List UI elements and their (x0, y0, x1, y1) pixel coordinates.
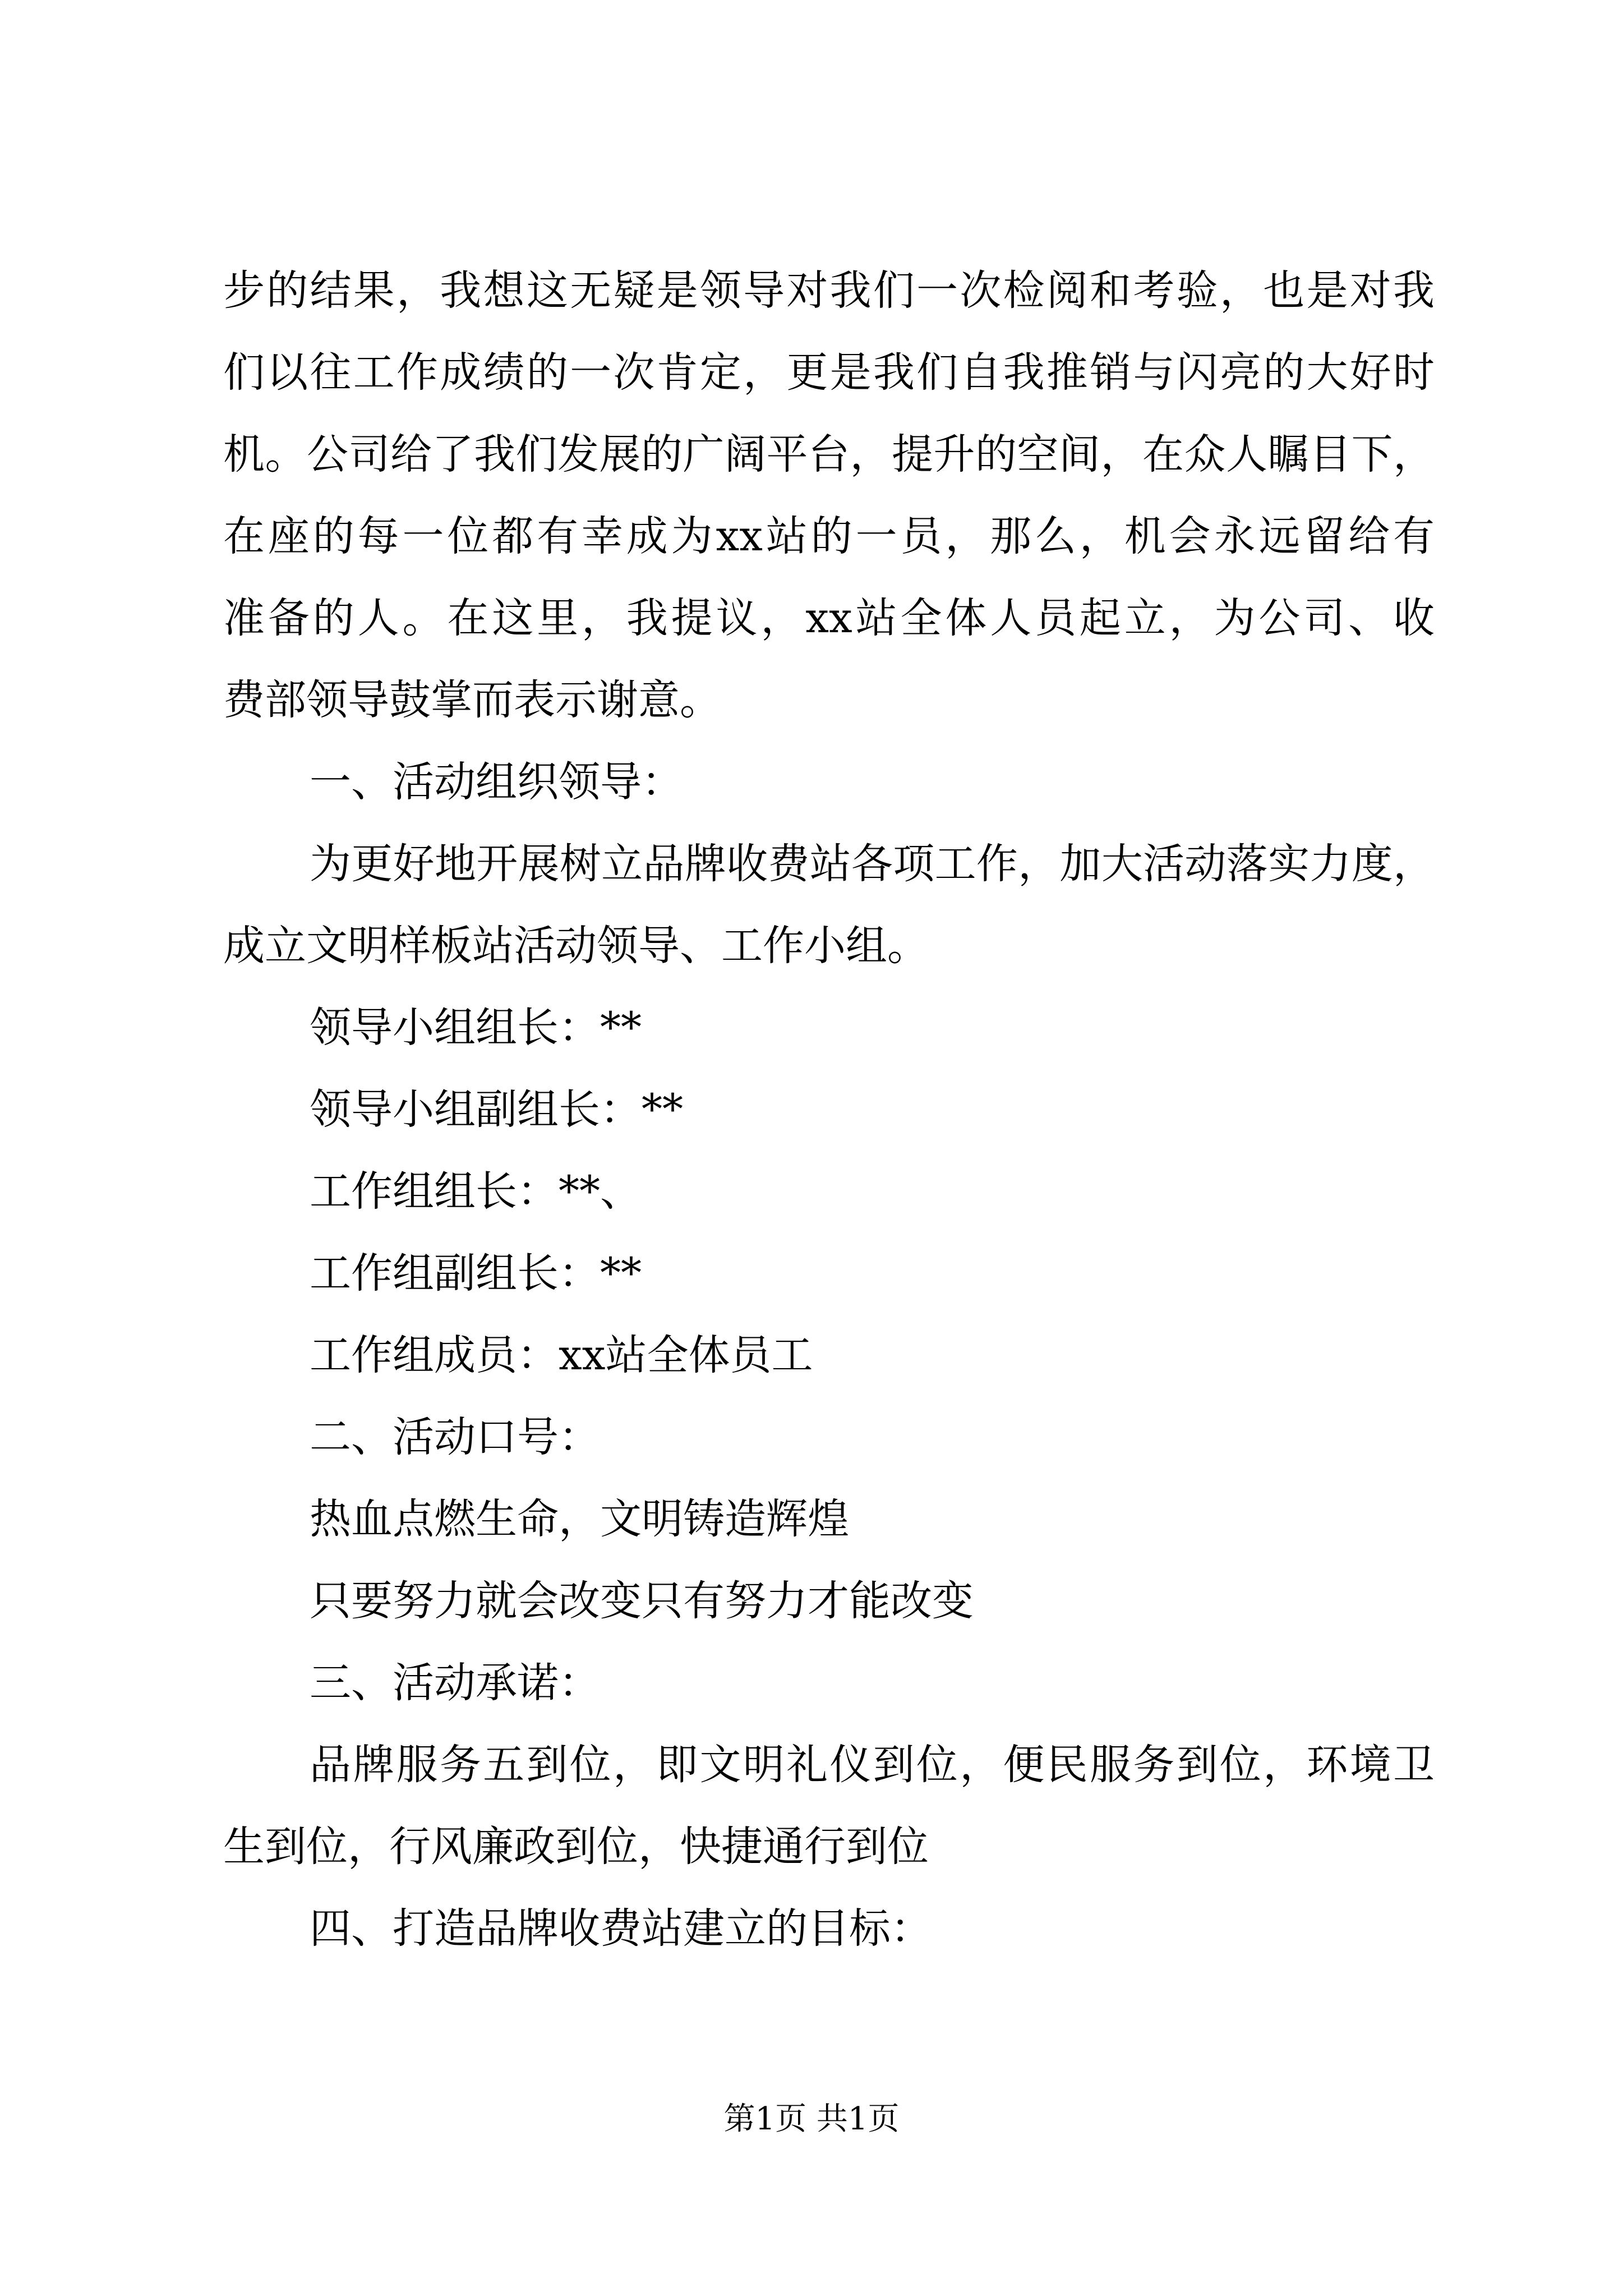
text-line-5: 准备的人。在这里，我提议，xx站全体人员起立，为公司、收 (223, 594, 1435, 642)
text-line-17: 只要努力就会改变只有努力才能改变 (310, 1577, 974, 1625)
section-heading-1: 一、活动组织领导： (310, 758, 683, 806)
text-line-19: 品牌服务五到位，即文明礼仪到位，便民服务到位，环境卫 (310, 1741, 1435, 1789)
text-line-20: 生到位，行风廉政到位，快捷通行到位 (223, 1823, 929, 1871)
text-line-4: 在座的每一位都有幸成为xx站的一员，那么，机会永远留给有 (223, 512, 1435, 560)
text-line-13: 工作组副组长：** (310, 1249, 642, 1297)
section-heading-2: 二、活动口号： (310, 1413, 600, 1461)
text-line-1: 步的结果，我想这无疑是领导对我们一次检阅和考验，也是对我 (223, 266, 1435, 315)
text-line-8: 为更好地开展树立品牌收费站各项工作，加大活动落实力度， (310, 840, 1435, 888)
text-line-12: 工作组组长：**、 (310, 1167, 642, 1216)
section-heading-3: 三、活动承诺： (310, 1659, 600, 1707)
text-line-6: 费部领导鼓掌而表示谢意。 (223, 676, 721, 724)
text-line-11: 领导小组副组长：** (310, 1085, 683, 1134)
text-line-10: 领导小组组长：** (310, 1004, 642, 1052)
text-line-14: 工作组成员：xx站全体员工 (310, 1331, 813, 1379)
section-heading-4: 四、打造品牌收费站建立的目标： (310, 1904, 932, 1953)
text-line-3: 机。公司给了我们发展的广阔平台，提升的空间，在众人瞩目下， (223, 430, 1435, 478)
text-line-2: 们以往工作成绩的一次肯定，更是我们自我推销与闪亮的大好时 (223, 348, 1435, 397)
text-line-9: 成立文明样板站活动领导、工作小组。 (223, 922, 929, 970)
page-footer: 第1页 共1页 (723, 2101, 900, 2137)
text-line-16: 热血点燃生命，文明铸造辉煌 (310, 1495, 849, 1543)
